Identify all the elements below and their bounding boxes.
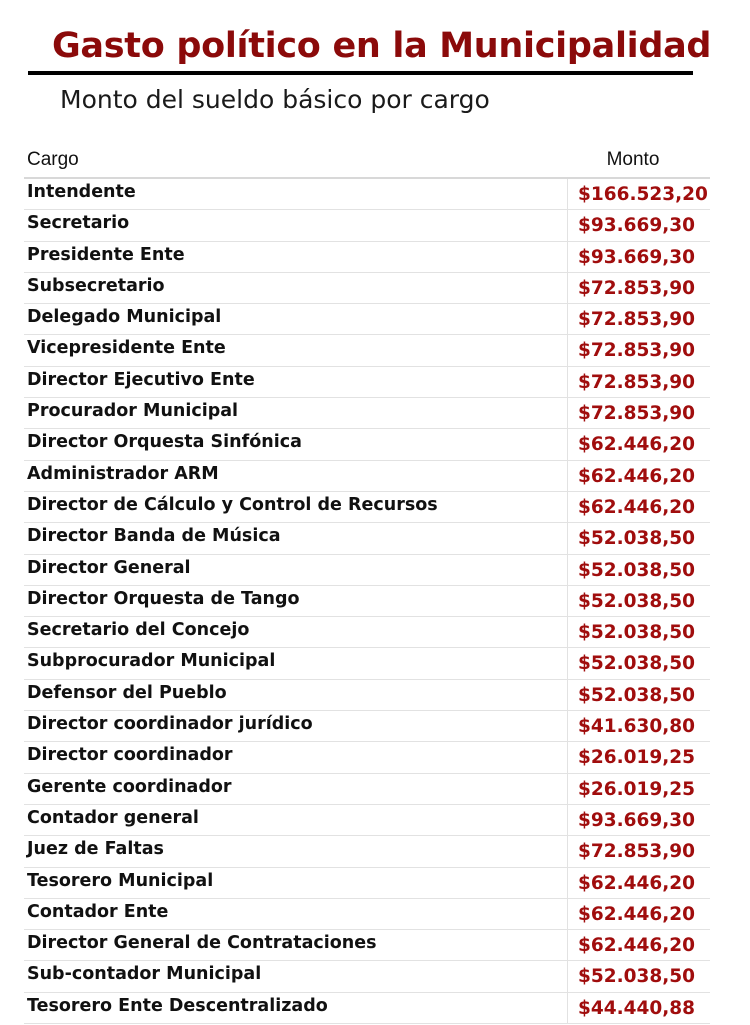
table-header [24,146,710,179]
cargo-cell: Director de Cálculo y Control de Recursos [27,494,438,515]
table-row [24,335,710,366]
table-row [24,304,710,335]
cargo-cell: Subsecretario [27,275,165,296]
monto-cell: $62.446,20 [567,492,710,522]
cargo-cell: Director General de Contrataciones [27,933,377,954]
table-row [24,868,710,899]
cargo-cell: Director General [27,557,191,578]
table-row [24,711,710,742]
page-subtitle: Monto del sueldo básico por cargo [60,85,490,114]
table-row [24,836,710,867]
monto-cell: $41.630,80 [567,711,710,741]
table-row [24,648,710,679]
monto-cell: $26.019,25 [567,742,710,772]
table-row [24,617,710,648]
table-row [24,429,710,460]
table-row [24,367,710,398]
monto-cell: $72.853,90 [567,367,710,397]
table-row [24,523,710,554]
table-row [24,742,710,773]
title-divider [28,71,693,75]
monto-cell: $62.446,20 [567,429,710,459]
monto-cell: $62.446,20 [567,868,710,898]
table-row [24,461,710,492]
cargo-cell: Director coordinador jurídico [27,714,313,735]
cargo-cell: Presidente Ente [27,244,185,265]
cargo-cell: Contador general [27,807,199,828]
monto-cell: $52.038,50 [567,523,710,553]
monto-cell: $52.038,50 [567,961,710,991]
cargo-cell: Subprocurador Municipal [27,651,276,672]
monto-cell: $44.440,88 [567,993,710,1023]
column-header-cargo: Cargo [27,149,79,170]
monto-cell: $93.669,30 [567,242,710,272]
monto-cell: $93.669,30 [567,805,710,835]
monto-cell: $72.853,90 [567,398,710,428]
table-row [24,179,710,210]
table-row [24,961,710,992]
monto-cell: $52.038,50 [567,680,710,710]
monto-cell: $62.446,20 [567,461,710,491]
table-row [24,492,710,523]
cargo-cell: Secretario [27,213,130,234]
monto-cell: $166.523,20 [567,179,710,209]
table-row [24,930,710,961]
table-row [24,993,710,1024]
table-row [24,242,710,273]
cargo-cell: Gerente coordinador [27,776,232,797]
table-row [24,210,710,241]
cargo-cell: Delegado Municipal [27,307,222,328]
cargo-cell: Defensor del Pueblo [27,682,227,703]
monto-cell: $52.038,50 [567,648,710,678]
monto-cell: $26.019,25 [567,774,710,804]
monto-cell: $93.669,30 [567,210,710,240]
salary-table [24,146,710,1024]
monto-cell: $62.446,20 [567,930,710,960]
cargo-cell: Tesorero Ente Descentralizado [27,995,328,1016]
table-row [24,273,710,304]
cargo-cell: Director Orquesta Sinfónica [27,432,302,453]
cargo-cell: Vicepresidente Ente [27,338,226,359]
cargo-cell: Intendente [27,182,136,202]
monto-cell: $72.853,90 [567,304,710,334]
cargo-cell: Contador Ente [27,901,169,922]
cargo-cell: Sub-contador Municipal [27,964,262,985]
cargo-cell: Director coordinador [27,745,233,766]
cargo-cell: Tesorero Municipal [27,870,214,891]
table-row [24,680,710,711]
table-body [24,179,710,1024]
monto-cell: $52.038,50 [567,617,710,647]
page-title: Gasto político en la Municipalidad [52,26,712,66]
monto-cell: $52.038,50 [567,555,710,585]
cargo-cell: Secretario del Concejo [27,620,250,641]
table-row [24,555,710,586]
cargo-cell: Director Ejecutivo Ente [27,369,255,390]
monto-cell: $52.038,50 [567,586,710,616]
monto-cell: $72.853,90 [567,836,710,866]
table-row [24,398,710,429]
table-row [24,805,710,836]
monto-cell: $72.853,90 [567,335,710,365]
cargo-cell: Juez de Faltas [27,839,164,860]
table-row [24,586,710,617]
cargo-cell: Procurador Municipal [27,401,239,422]
table-row [24,774,710,805]
cargo-cell: Director Orquesta de Tango [27,588,300,609]
column-header-monto: Monto [606,149,660,170]
table-row [24,899,710,930]
cargo-cell: Administrador ARM [27,463,219,484]
monto-cell: $62.446,20 [567,899,710,929]
cargo-cell: Director Banda de Música [27,526,281,547]
monto-cell: $72.853,90 [567,273,710,303]
